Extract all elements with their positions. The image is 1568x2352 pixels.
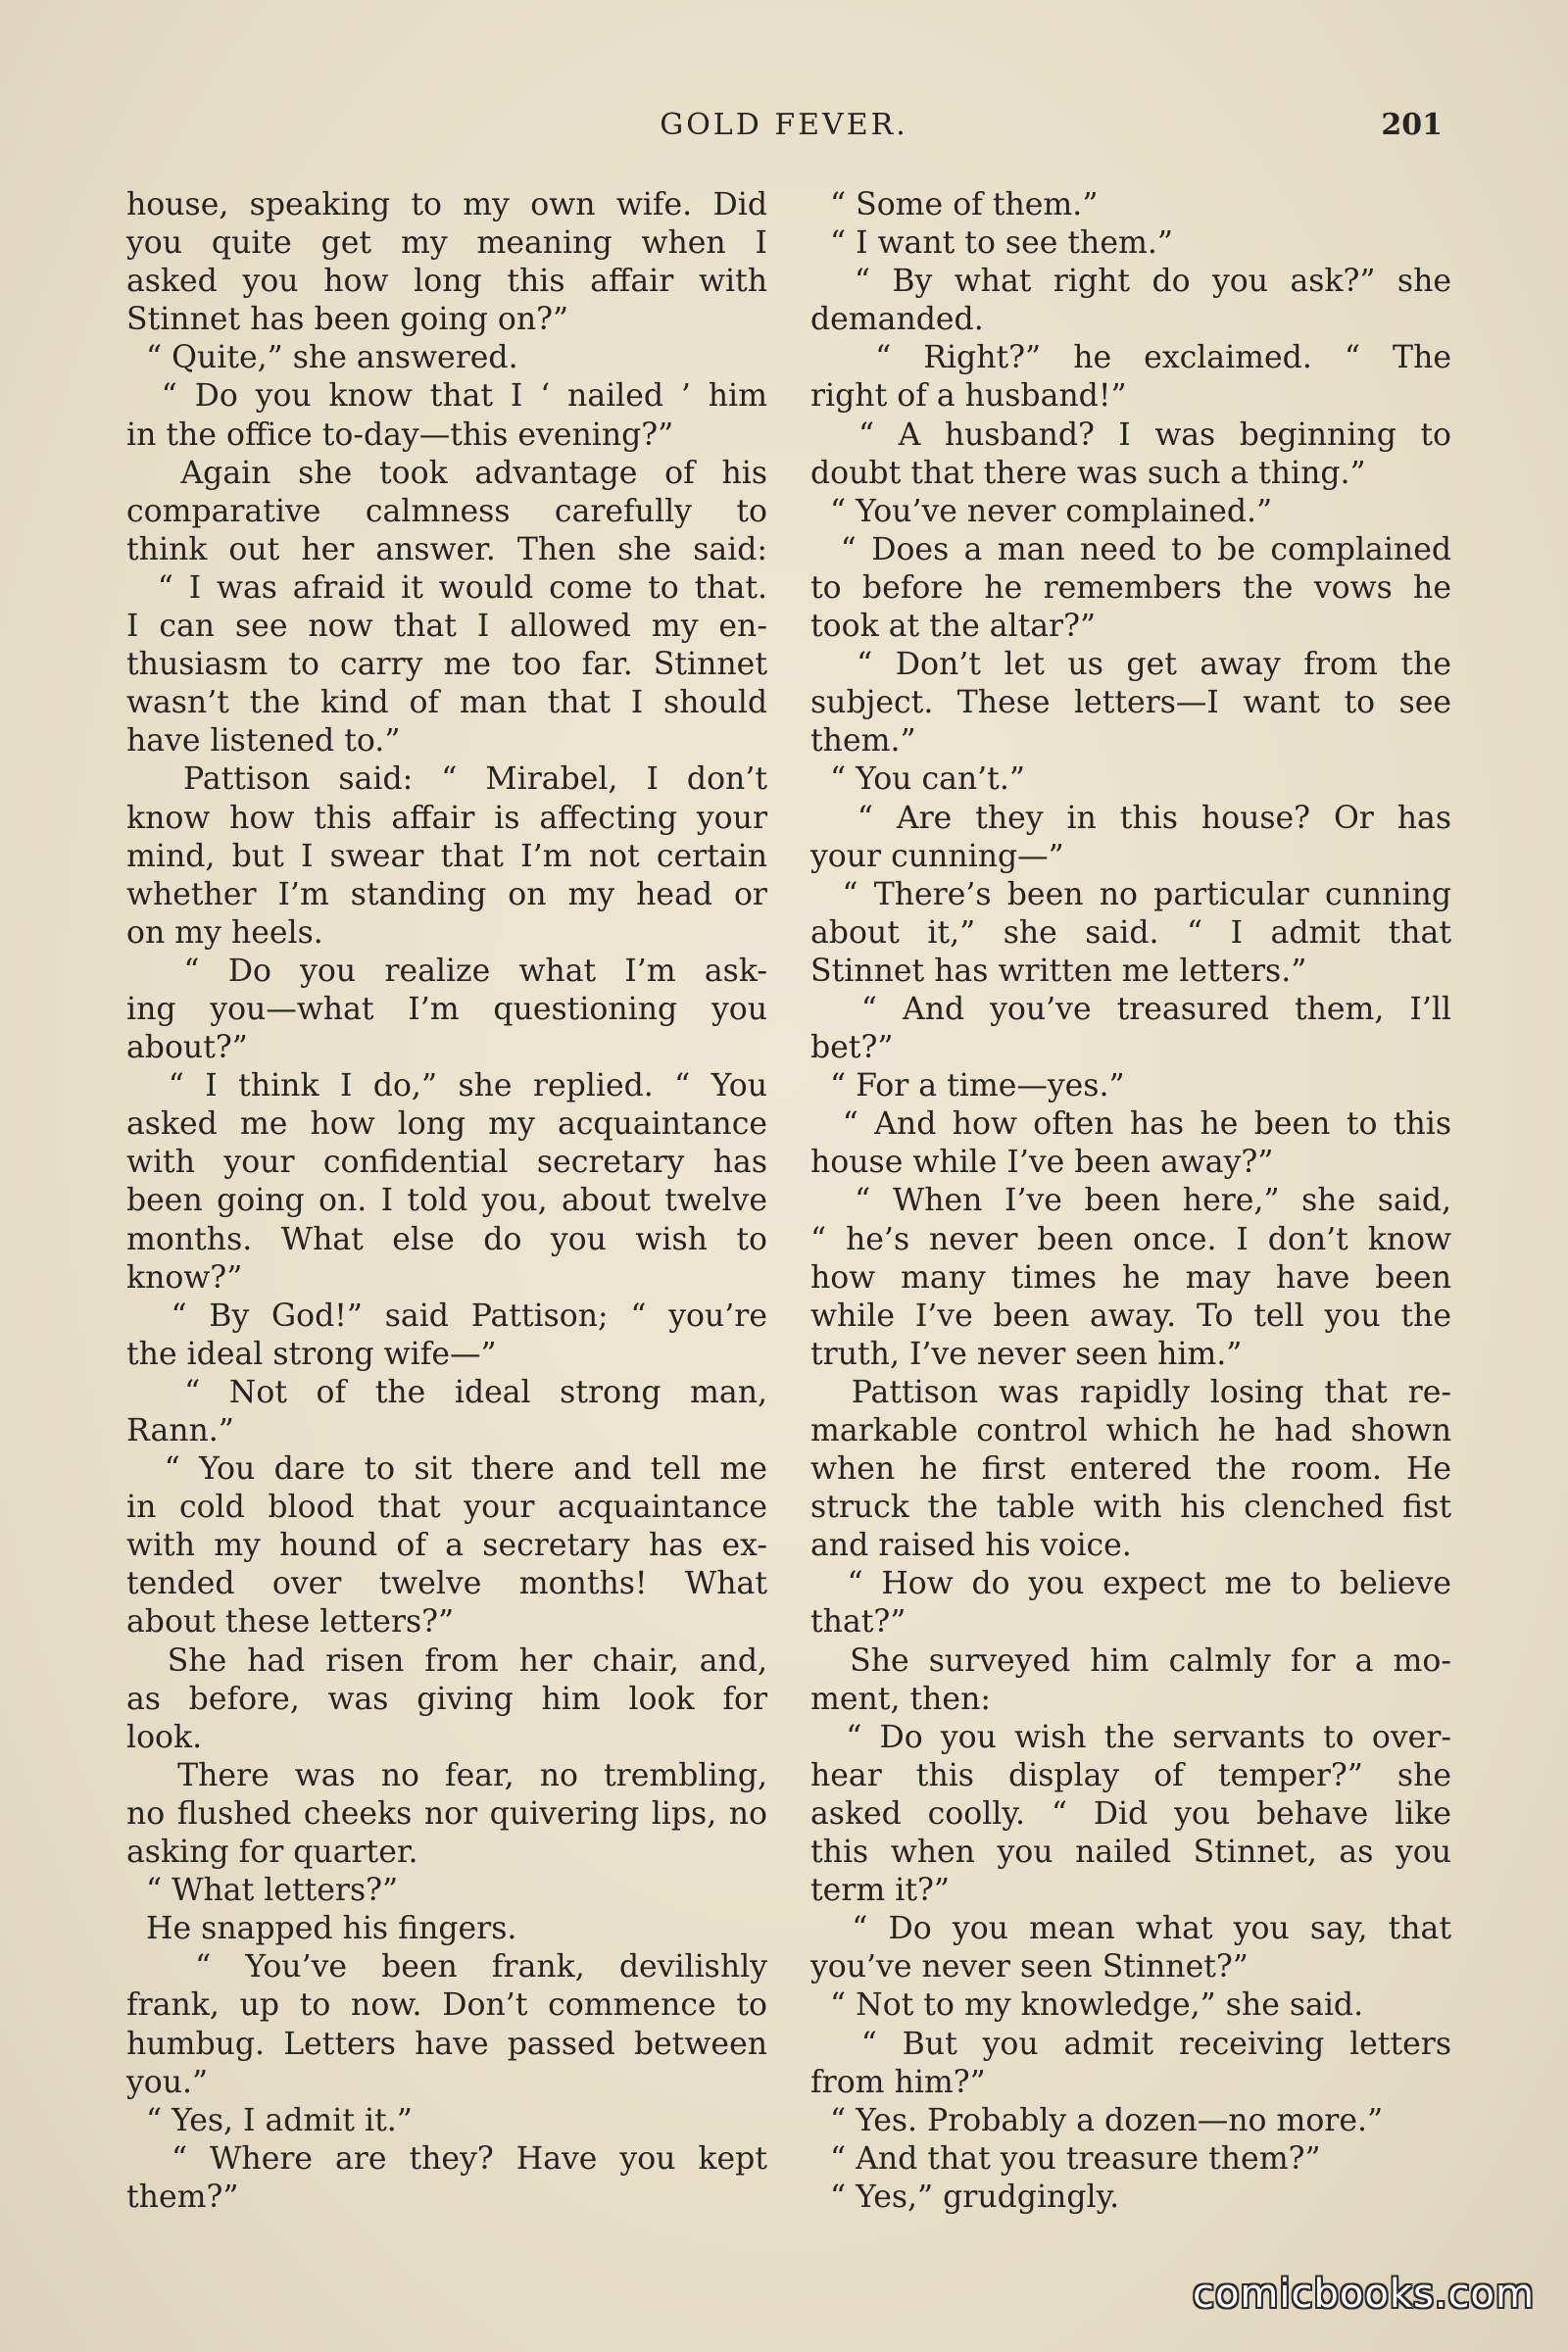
text-line: “ Where are they? Have you kept — [126, 2140, 767, 2177]
text-line: been going on. I told you, about twelve — [126, 1183, 767, 1219]
running-title: GOLD FEVER. — [660, 108, 908, 142]
text-line: “ Yes,” grudgingly. — [810, 2179, 1120, 2215]
text-line: thusiasm to carry me too far. Stinnet — [126, 647, 767, 683]
text-line: “ You’ve never complained.” — [810, 493, 1273, 529]
text-line: comparative calmness carefully to — [126, 493, 767, 529]
text-line: “ You’ve been frank, devilishly — [126, 1949, 767, 1985]
text-line: while I’ve been away. To tell you the — [810, 1298, 1451, 1334]
text-line: about it,” she said. “ I admit that — [810, 914, 1451, 951]
text-line: “ And that you treasure them?” — [810, 2140, 1321, 2177]
text-line: Pattison said: “ Mirabel, I don’t — [126, 761, 767, 798]
text-line: took at the altar?” — [810, 609, 1097, 645]
text-line: asking for quarter. — [126, 1835, 418, 1871]
text-line: She had risen from her chair, and, — [126, 1642, 767, 1679]
text-line: your cunning—” — [810, 838, 1064, 874]
text-line: “ Not of the ideal strong man, — [126, 1374, 767, 1410]
text-line: with your confidential secretary has — [126, 1145, 767, 1181]
watermark-logo: comicbooks.com — [1192, 2272, 1535, 2317]
text-line: ment, then: — [810, 1681, 991, 1717]
text-line: have listened to.” — [126, 723, 401, 760]
text-line: tended over twelve months! What — [126, 1566, 767, 1602]
text-line: “ A husband? I was beginning to — [810, 416, 1451, 453]
text-line: “ There’s been no particular cunning — [810, 876, 1451, 912]
text-line: asked coolly. “ Did you behave like — [810, 1795, 1451, 1832]
text-line: She surveyed him calmly for a mo- — [810, 1642, 1451, 1679]
text-line: “ You dare to sit there and tell me — [126, 1451, 767, 1488]
text-line: you.” — [126, 2064, 209, 2100]
text-line: know how this affair is affecting your — [126, 800, 767, 836]
text-line: wasn’t the kind of man that I should — [126, 685, 767, 721]
page-number: 201 — [1381, 108, 1443, 142]
text-line: you quite get my meaning when I — [126, 225, 767, 262]
text-line: about?” — [126, 1030, 248, 1066]
text-line: think out her answer. Then she said: — [126, 531, 767, 567]
text-line: “ By what right do you ask?” she — [810, 264, 1451, 300]
text-line: subject. These letters—I want to see — [810, 685, 1451, 721]
text-line: doubt that there was such a thing.” — [810, 455, 1366, 491]
text-line: “ Are they in this house? Or has — [810, 800, 1451, 836]
text-line: “ Don’t let us get away from the — [810, 647, 1451, 683]
text-line: know?” — [126, 1259, 243, 1296]
text-line: “ And how often has he been to this — [810, 1106, 1451, 1143]
text-line: house, speaking to my own wife. Did — [126, 187, 767, 222]
text-line: when he first entered the room. He — [810, 1451, 1451, 1488]
text-line: “ I was afraid it would come to that. — [126, 569, 767, 606]
text-line: bet?” — [810, 1030, 894, 1066]
right-text-column — [810, 186, 1451, 2217]
text-line: mind, but I swear that I’m not certain — [126, 838, 767, 874]
text-line: “ You can’t.” — [810, 761, 1025, 798]
text-line: months. What else do you wish to — [126, 1221, 767, 1257]
text-line: you’ve never seen Stinnet?” — [810, 1949, 1249, 1985]
text-line: demanded. — [810, 302, 984, 338]
text-line: them?” — [126, 2179, 239, 2215]
text-line: “ Do you mean what you say, that — [810, 1911, 1451, 1947]
text-line: humbug. Letters have passed between — [126, 2026, 767, 2062]
text-line: “ When I’ve been here,” she said, — [810, 1183, 1451, 1219]
text-line: from him?” — [810, 2064, 986, 2100]
text-line: and raised his voice. — [810, 1528, 1132, 1564]
text-line: There was no fear, no trembling, — [126, 1757, 767, 1793]
running-head — [0, 106, 1568, 149]
text-line: Rann.” — [126, 1413, 234, 1448]
text-line: “ he’s never been once. I don’t know — [810, 1221, 1451, 1257]
text-line: markable control which he had shown — [810, 1413, 1451, 1448]
text-line: as before, was giving him look for — [126, 1681, 767, 1717]
text-line: asked me how long my acquaintance — [126, 1106, 767, 1143]
text-line: “ I want to see them.” — [810, 225, 1173, 262]
text-line: “ What letters?” — [126, 1873, 399, 1909]
text-line: struck the table with his clenched fist — [810, 1490, 1451, 1526]
text-line: He snapped his fingers. — [126, 1911, 517, 1947]
text-line: “ And you’ve treasured them, I’ll — [810, 991, 1451, 1027]
text-line: with my hound of a secretary has ex- — [126, 1528, 767, 1564]
text-line: “ By God!” said Pattison; “ you’re — [126, 1298, 767, 1334]
text-line: truth, I’ve never seen him.” — [810, 1336, 1243, 1372]
text-line: “ Quite,” she answered. — [126, 340, 518, 376]
text-line: term it?” — [810, 1873, 950, 1909]
text-line: ing you—what I’m questioning you — [126, 991, 767, 1027]
text-line: to before he remembers the vows he — [810, 569, 1451, 606]
text-line: the ideal strong wife—” — [126, 1336, 497, 1372]
text-line: “ Does a man need to be complained — [810, 531, 1451, 567]
text-line: “ I think I do,” she replied. “ You — [126, 1068, 767, 1104]
text-line: right of a husband!” — [810, 378, 1127, 415]
text-line: “ Right?” he exclaimed. “ The — [810, 340, 1451, 376]
text-line: “ Yes, I admit it.” — [126, 2102, 413, 2138]
text-line: asked you how long this affair with — [126, 264, 767, 300]
text-line: in cold blood that your acquaintance — [126, 1490, 767, 1526]
text-line: “ For a time—yes.” — [810, 1068, 1125, 1104]
text-line: this when you nailed Stinnet, as you — [810, 1835, 1451, 1871]
text-line: on my heels. — [126, 914, 323, 951]
text-line: no flushed cheeks nor quivering lips, no — [126, 1795, 767, 1832]
text-line: “ How do you expect me to believe — [810, 1566, 1451, 1602]
text-line: “ Some of them.” — [810, 187, 1099, 222]
text-line: “ Not to my knowledge,” she said. — [810, 1987, 1364, 2024]
text-line: Again she took advantage of his — [126, 455, 767, 491]
text-line: “ Do you know that I ‘ nailed ’ him — [126, 378, 767, 415]
text-line: Stinnet has been going on?” — [126, 302, 569, 338]
text-line: look. — [126, 1719, 203, 1755]
text-line: hear this display of temper?” she — [810, 1757, 1451, 1793]
text-line: in the office to-day—this evening?” — [126, 416, 674, 453]
text-line: “ But you admit receiving letters — [810, 2026, 1451, 2062]
text-line: frank, up to now. Don’t commence to — [126, 1987, 767, 2024]
text-line: that?” — [810, 1604, 906, 1641]
text-line: whether I’m standing on my head or — [126, 876, 767, 912]
text-line: house while I’ve been away?” — [810, 1145, 1274, 1181]
text-line: “ Do you realize what I’m ask- — [126, 953, 767, 989]
text-line: “ Yes. Probably a dozen—no more.” — [810, 2102, 1384, 2138]
text-line: Stinnet has written me letters.” — [810, 953, 1307, 989]
text-line: “ Do you wish the servants to over- — [810, 1719, 1451, 1755]
text-line: about these letters?” — [126, 1604, 455, 1641]
left-text-column — [126, 186, 767, 2217]
text-line: them.” — [810, 723, 916, 760]
text-line: how many times he may have been — [810, 1259, 1451, 1296]
text-line: Pattison was rapidly losing that re- — [810, 1374, 1451, 1410]
text-line: I can see now that I allowed my en- — [126, 609, 767, 645]
